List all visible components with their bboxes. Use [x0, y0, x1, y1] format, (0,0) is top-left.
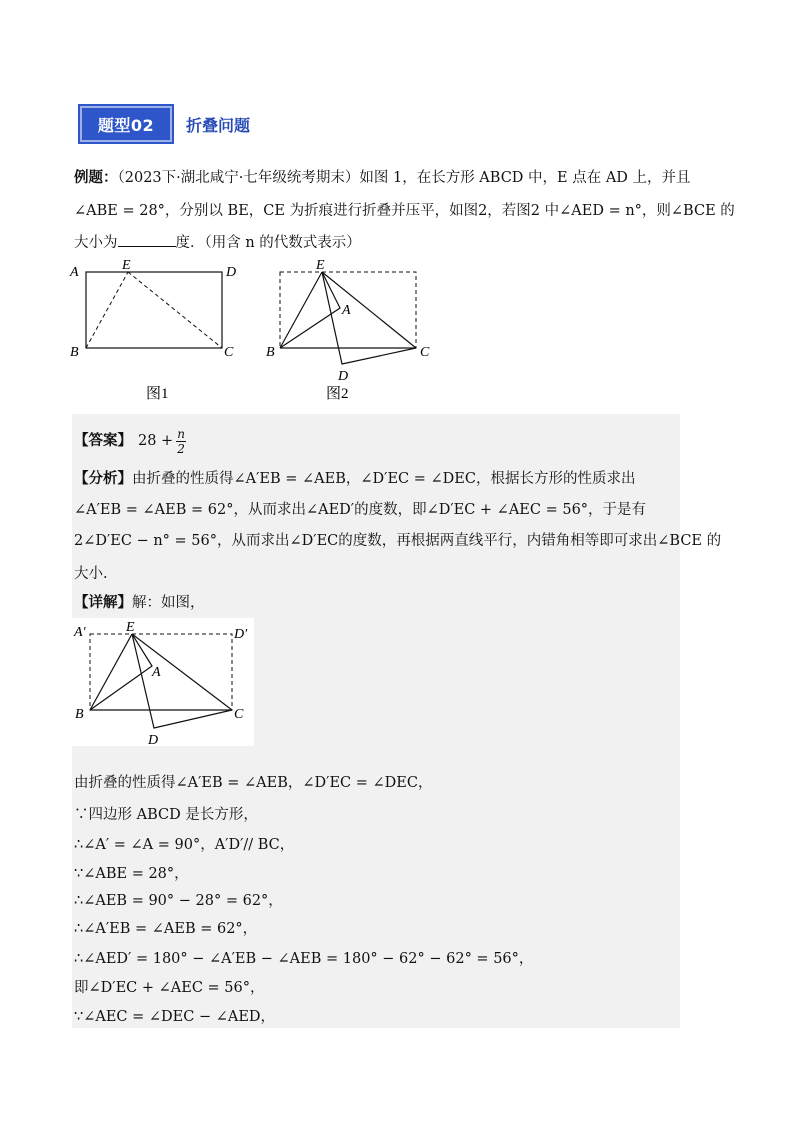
analysis-line-4: 大小. — [74, 566, 108, 582]
analysis-line-1 — [74, 468, 635, 490]
fig1-label-b: B — [70, 345, 79, 360]
detail-label: 【详解】 — [74, 595, 132, 611]
answer-fraction — [176, 427, 186, 456]
fig2-label-c: C — [420, 345, 430, 360]
detail-label-a: A — [152, 665, 161, 680]
detail-step-2: ∵四边形 ABCD 是长方形， — [74, 807, 258, 823]
fig2-fold-be — [280, 272, 322, 348]
example-line-3 — [74, 232, 361, 254]
example-line-2: ∠ABE = 28°，分别以 BE，CE 为折痕进行折叠并压平，如图2，若图2 中∠AED = n°，则∠BCE 的 — [74, 203, 735, 219]
analysis-text-1: 由折叠的性质得∠A′EB = ∠AEB，∠D′EC = ∠DEC，根据长方形的性质求出 — [132, 471, 636, 487]
figure-2 — [262, 256, 442, 406]
section-header — [80, 106, 250, 142]
fig2-label-a: A — [342, 303, 351, 318]
fig1-crease-ce — [128, 272, 222, 348]
fig2-folded-triangle-d — [322, 272, 416, 364]
detail-step-7: ∴∠AED′ = 180° − ∠A′EB − ∠AEB = 180° − 62° − 62° = 56°， — [74, 951, 534, 967]
figure-1 — [60, 256, 260, 406]
fig1-label-a: A — [70, 265, 79, 280]
detail-figure — [72, 618, 254, 746]
section-tag: 题型02 — [80, 106, 172, 142]
analysis-label: 【分析】 — [74, 471, 132, 487]
example-line-1 — [74, 167, 691, 189]
fig1-label-d: D — [226, 265, 237, 280]
fig1-crease-be — [86, 272, 128, 348]
detail-intro: 解：如图， — [132, 595, 205, 611]
detail-step-9: ∵∠AEC = ∠DEC − ∠AED， — [74, 1009, 276, 1025]
detail-label-b: B — [75, 707, 84, 722]
fig1-caption: 图1 — [146, 386, 169, 402]
detail-folded-triangle-a — [90, 634, 152, 710]
fig2-label-b: B — [266, 345, 275, 360]
detail-line — [74, 592, 205, 614]
fig1-rectangle — [86, 272, 222, 348]
answer-lead: 28 + — [138, 433, 174, 449]
detail-step-4: ∵∠ABE = 28°， — [74, 866, 189, 882]
fig2-label-d: D — [338, 369, 349, 384]
example-text-1: （2023下·湖北咸宁·七年级统考期末）如图 1，在长方形 ABCD 中，E 点在 AD 上，并且 — [117, 170, 691, 186]
detail-fold-be — [90, 634, 132, 710]
detail-label-d-prime: D′ — [234, 627, 248, 642]
answer-blank — [118, 232, 176, 247]
detail-step-6: ∴∠A′EB = ∠AEB = 62°， — [74, 921, 258, 937]
fig2-label-e: E — [316, 258, 325, 273]
detail-step-1: 由折叠的性质得∠A′EB = ∠AEB，∠D′EC = ∠DEC， — [74, 775, 433, 791]
answer-label: 【答案】 — [74, 433, 132, 449]
answer-numerator: n — [177, 426, 185, 441]
answer-denominator: 2 — [177, 441, 185, 456]
fig2-folded-triangle-a — [280, 272, 340, 348]
example-label: 例题： — [74, 170, 118, 186]
analysis-line-2: ∠A′EB = ∠AEB = 62°，从而求出∠AED′的度数，即∠D′EC + ∠AEC = 56°，于是有 — [74, 502, 647, 518]
detail-label-c: C — [234, 707, 244, 722]
detail-step-3: ∴∠A′ = ∠A = 90°，A′D′// BC， — [74, 837, 295, 853]
detail-step-5: ∴∠AEB = 90° − 28° = 62°， — [74, 893, 283, 909]
detail-folded-triangle-d — [132, 634, 232, 728]
section-title: 折叠问题 — [186, 115, 251, 135]
detail-step-8: 即∠D′EC + ∠AEC = 56°， — [74, 980, 265, 996]
detail-label-a-prime: A′ — [74, 625, 86, 640]
fig2-caption: 图2 — [326, 386, 349, 402]
example-text-3b: 度．（用含 n 的代数式表示） — [175, 235, 361, 251]
analysis-line-3: 2∠D′EC − n° = 56°，从而求出∠D′EC的度数，再根据两直线平行，内错角相等即可求出∠BCE 的 — [74, 533, 722, 549]
fig1-label-e: E — [122, 258, 131, 273]
detail-label-e: E — [126, 620, 135, 635]
fig1-label-c: C — [224, 345, 234, 360]
detail-label-d: D — [148, 733, 159, 746]
answer-line — [74, 426, 186, 456]
example-text-3a: 大小为 — [74, 235, 118, 251]
